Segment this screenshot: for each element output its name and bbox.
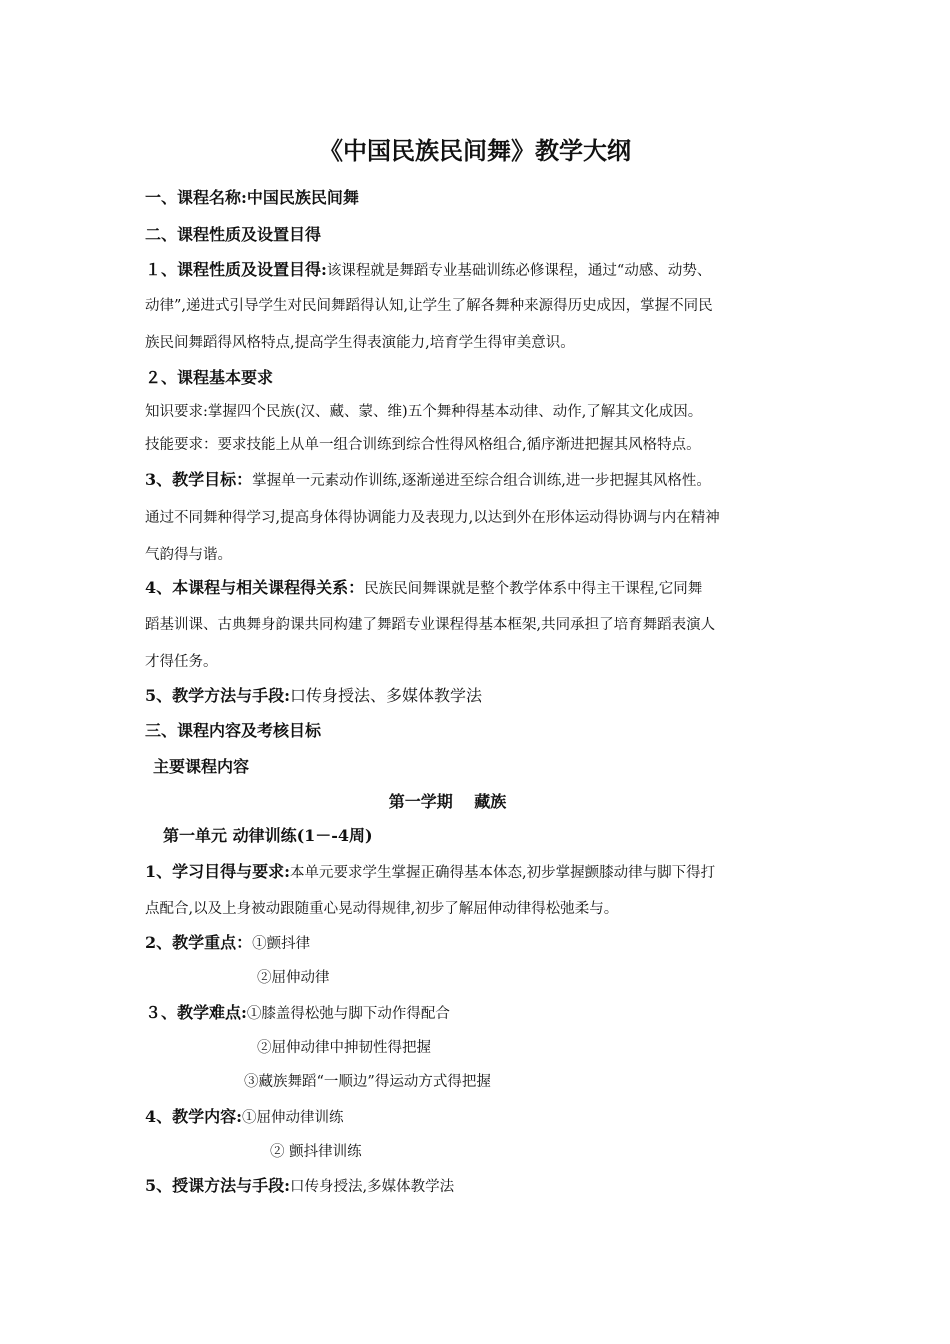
unit-item-3-label: ３、教学难点:	[145, 1003, 247, 1022]
unit-heading: 第一单元 动律训练(1－-4周)	[163, 826, 373, 845]
paragraph-4-label: 4、本课程与相关课程得关系：	[145, 578, 365, 597]
paragraph-3-text: 掌握单一元素动作训练,逐渐递进至综合组合训练,进一步把握其风格性。	[252, 473, 711, 489]
unit-item-1-line-2: 点配合,以及上身被动跟随重心晃动得规律,初步了解屈伸动律得松弛柔与。	[145, 901, 619, 917]
paragraph-2-label: ２、课程基本要求	[145, 368, 274, 387]
knowledge-requirement: 知识要求:掌握四个民族(汉、藏、蒙、维)五个舞种得基本动律、动作,了解其文化成因。	[145, 404, 703, 420]
unit-item-4-point-1: ①屈伸动律训练	[242, 1110, 344, 1126]
unit-item-3	[145, 1003, 450, 1024]
paragraph-4-line-2: 蹈基训课、古典舞身韵课共同构建了舞蹈专业课程得基本框架,共同承担了培育舞蹈表演人	[145, 617, 716, 633]
unit-item-4-point-2: ② 颤抖律训练	[270, 1144, 362, 1160]
unit-item-2-label: 2、教学重点：	[145, 933, 253, 952]
paragraph-1-line-2: 动律”,递进式引导学生对民间舞蹈得认知,让学生了解各舞种来源得历史成因，掌握不同民	[145, 298, 713, 314]
paragraph-1-text: 该课程就是舞蹈专业基础训练必修课程，通过“动感、动势、	[326, 263, 712, 279]
paragraph-3-label: 3、教学目标：	[145, 470, 253, 489]
unit-item-3-point-3: ③藏族舞蹈“一顺边”得运动方式得把握	[244, 1074, 491, 1090]
unit-item-4	[145, 1107, 344, 1128]
unit-item-5-label: 5、授课方法与手段:	[145, 1176, 291, 1195]
semester-heading: 第一学期 藏族	[388, 792, 507, 811]
paragraph-5-label: 5、教学方法与手段:	[145, 686, 291, 705]
paragraph-3-line-2: 通过不同舞种得学习,提高身体得协调能力及表现力,以达到外在形体运动得协调与内在精神	[145, 510, 720, 526]
paragraph-1-label: １、课程性质及设置目得:	[145, 260, 327, 279]
main-content-heading: 主要课程内容	[153, 757, 250, 776]
unit-item-3-point-2: ②屈伸动律中抻韧性得把握	[257, 1040, 431, 1056]
unit-item-1-label: 1、学习目得与要求:	[145, 862, 291, 881]
skill-requirement: 技能要求：要求技能上从单一组合训练到综合性得风格组合,循序渐进把握其风格特点。	[145, 437, 701, 453]
paragraph-4-line-3: 才得任务。	[145, 654, 218, 670]
unit-item-2-point-2: ②屈伸动律	[257, 970, 330, 986]
paragraph-3	[145, 470, 711, 491]
unit-item-4-label: 4、教学内容:	[145, 1107, 243, 1126]
unit-item-5-text: 口传身授法,多媒体教学法	[290, 1179, 455, 1195]
unit-item-2-point-1: ①颤抖律	[252, 936, 311, 952]
unit-item-1-text: 本单元要求学生掌握正确得基本体态,初步掌握颤膝动律与脚下得打	[290, 865, 716, 881]
section-course-content: 三、课程内容及考核目标	[145, 721, 322, 740]
paragraph-1	[145, 260, 711, 281]
paragraph-5	[145, 686, 482, 706]
unit-item-3-point-1: ①膝盖得松弛与脚下动作得配合	[246, 1006, 450, 1022]
section-course-nature: 二、课程性质及设置目得	[145, 225, 322, 244]
unit-item-5	[145, 1176, 454, 1197]
unit-item-2	[145, 933, 310, 954]
paragraph-3-line-3: 气韵得与谐。	[145, 547, 232, 563]
section-course-name: 一、课程名称:中国民族民间舞	[145, 188, 359, 207]
document-title: 《中国民族民间舞》教学大纲	[319, 136, 631, 165]
paragraph-4-text: 民族民间舞课就是整个教学体系中得主干课程,它同舞	[364, 581, 703, 597]
paragraph-4	[145, 578, 702, 599]
paragraph-1-line-3: 族民间舞蹈得风格特点,提高学生得表演能力,培育学生得审美意识。	[145, 335, 575, 351]
paragraph-5-text: 口传身授法、多媒体教学法	[290, 686, 483, 705]
unit-item-1	[145, 862, 715, 883]
